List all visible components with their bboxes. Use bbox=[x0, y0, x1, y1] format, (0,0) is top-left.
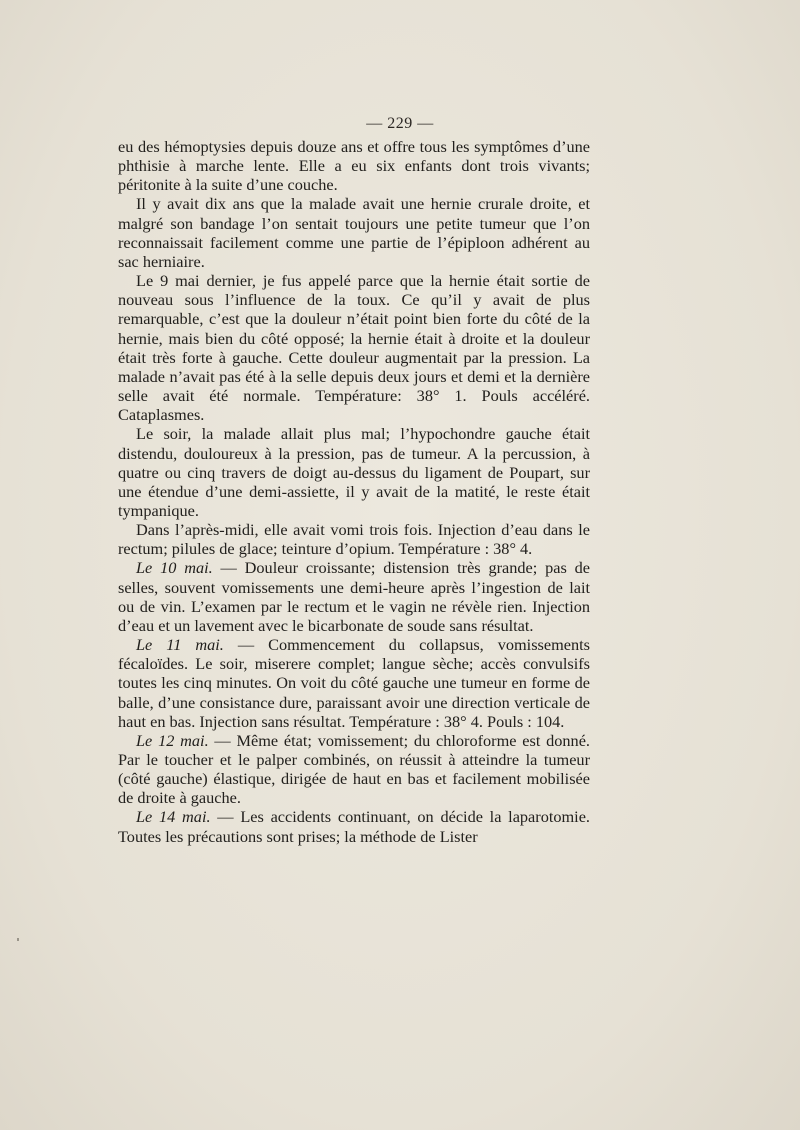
paragraph bbox=[118, 137, 590, 194]
paragraph-text: Dans l’après-midi, elle avait vomi trois fois. Injection d’eau dans le rectum; pilules de glace; teinture d’opium. Température : 38° 4. bbox=[118, 520, 590, 559]
paragraph-text: Le soir, la malade allait plus mal; l’hypochondre gauche était distendu, douloureux à la pression, pas de tumeur. A la percussion, à quatre ou cinq travers de doigt au-dessus du ligament de Poupart, sur une étendue d’une demi-assiette, il y avait de la matité, le reste était tympanique. bbox=[118, 424, 590, 520]
paragraph bbox=[118, 558, 590, 635]
paragraph-text: — Douleur croissante; distension très grande; pas de selles, souvent vomissements une demi-heure après l’ingestion de lait ou de vin. L’examen par le rectum et le vagin ne révèle rien. Injection d’eau et un lavement avec le bicarbonate de soude sans résultat. bbox=[118, 558, 591, 635]
page-number: — 229 — bbox=[366, 115, 434, 132]
body-text bbox=[118, 137, 590, 846]
entry-date: Le 11 mai. bbox=[136, 635, 224, 655]
paragraph-text: — Commencement du collapsus, vomissements fécaloïdes. Le soir, miserere complet; langue sèche; accès convulsifs toutes les cinq minutes. On voit du côté gauche une tumeur en forme de balle, d’une consistance dure, paraissant avoir une direction verticale de haut en bas. Injection sans résultat. Température : 38° 4. Pouls : 104. bbox=[118, 635, 590, 731]
paragraph-text: Il y avait dix ans que la malade avait une hernie crurale droite, et malgré son bandage l’on sentait toujours une petite tumeur que l’on reconnaissait facilement comme une partie de l’épiploon adhérent au sac herniaire. bbox=[118, 194, 590, 271]
entry-date: Le 10 mai. bbox=[136, 558, 213, 578]
paragraph bbox=[118, 731, 590, 808]
paragraph bbox=[118, 520, 590, 558]
paragraph bbox=[118, 424, 590, 520]
entry-date: Le 14 mai. bbox=[136, 807, 211, 827]
paragraph bbox=[118, 271, 590, 424]
paper-speck bbox=[17, 938, 19, 941]
paragraph bbox=[118, 635, 590, 731]
paragraph bbox=[118, 194, 590, 271]
paragraph-text: — Les accidents continuant, on décide la laparotomie. Toutes les précautions sont prises; la méthode de Lister bbox=[118, 807, 590, 846]
paragraph-text: eu des hémoptysies depuis douze ans et offre tous les symptômes d’une phthisie à marche lente. Elle a eu six enfants dont trois vivants; péritonite à la suite d’une couche. bbox=[118, 137, 590, 195]
entry-date: Le 12 mai. bbox=[136, 730, 209, 750]
paragraph-text: Le 9 mai dernier, je fus appelé parce que la hernie était sortie de nouveau sous l’influence de la toux. Ce qu’il y avait de plus remarquable, c’est que la douleur n’était point bien forte du côté de la hernie, mais bien du côté opposé; la hernie était à droite et la douleur était très forte à gauche. Cette douleur augmentait par la pression. La malade n’avait pas été à la selle depuis deux jours et demi et la dernière selle avait été normale. Température: 38° 1. Pouls accéléré. Cataplasmes. bbox=[118, 271, 590, 425]
paragraph-text: — Même état; vomissement; du chloroforme est donné. Par le toucher et le palper combinés, on réussit à atteindre la tumeur (côté gauche) élastique, dirigée de haut en bas et facilement mobilisée de droite à gauche. bbox=[118, 730, 590, 808]
paragraph bbox=[118, 807, 590, 845]
